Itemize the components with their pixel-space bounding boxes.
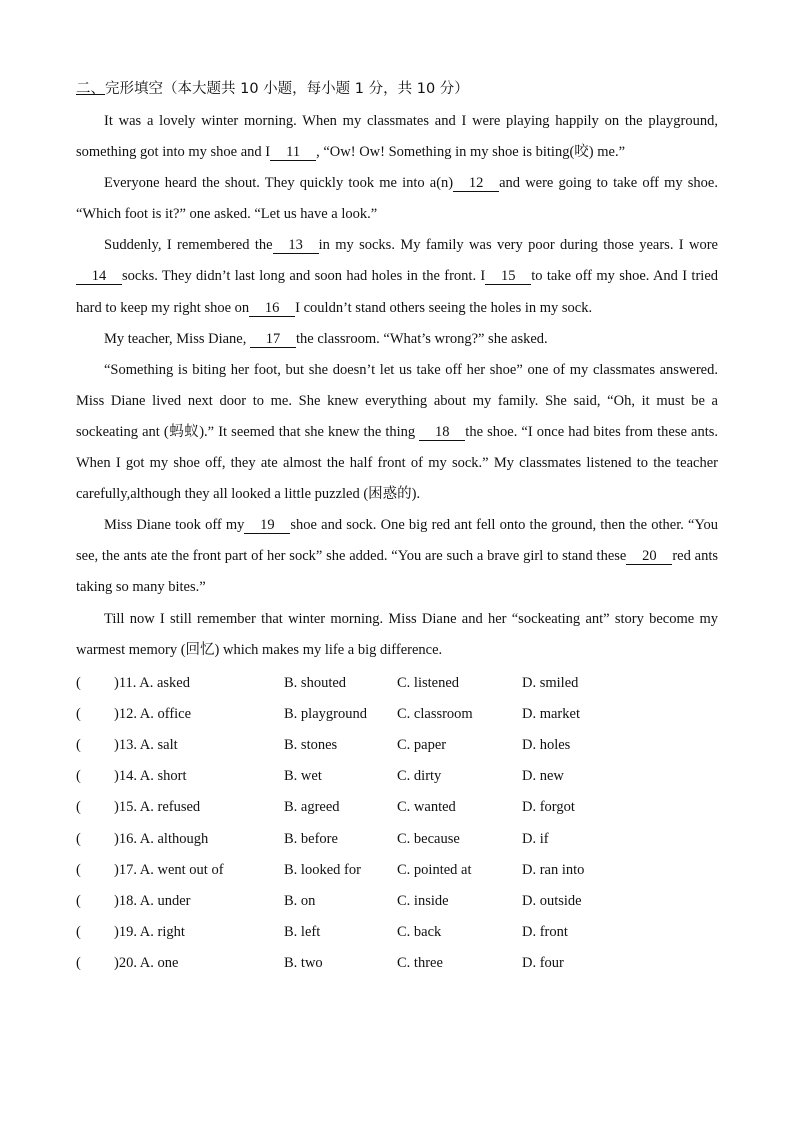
answer-paren[interactable]: ( bbox=[76, 955, 81, 972]
answer-paren[interactable]: ( bbox=[76, 705, 81, 722]
blank-18: 18 bbox=[419, 424, 465, 441]
answer-paren[interactable]: ( bbox=[76, 893, 81, 909]
option-d: D. market bbox=[522, 705, 580, 722]
option-d: D. new bbox=[522, 768, 564, 785]
blank-16: 16 bbox=[249, 300, 295, 317]
answer-paren[interactable]: ( bbox=[76, 861, 81, 878]
blank-13: 13 bbox=[273, 237, 319, 254]
option-c: C. back bbox=[397, 924, 442, 941]
option-row bbox=[76, 948, 718, 979]
passage-text: Till now I still remember that winter morning. Miss Diane and her “sockeating ant” story become my warmest memory (回忆) which makes my life a big difference. bbox=[76, 610, 718, 658]
option-a: )16. A. although bbox=[114, 830, 209, 847]
option-b: B. left bbox=[284, 924, 321, 941]
option-a: )12. A. office bbox=[114, 705, 192, 722]
option-d: D. front bbox=[522, 924, 568, 941]
passage-text: I couldn’t stand others seeing the holes in my sock. bbox=[295, 299, 593, 316]
passage-text: Everyone heard the shout. They quickly took me into a(n) bbox=[104, 175, 454, 192]
passage-text: It was a lovely winter morning. When my classmates and I were playing happily on the playground, something got into my shoe and I bbox=[76, 113, 718, 161]
option-row bbox=[76, 668, 718, 699]
option-c: C. paper bbox=[397, 737, 447, 754]
option-d: D. outside bbox=[522, 893, 582, 909]
passage-paragraph bbox=[76, 106, 718, 168]
option-row bbox=[76, 699, 718, 730]
answer-paren[interactable]: ( bbox=[76, 924, 81, 941]
option-row bbox=[76, 855, 718, 886]
passage-text: red ants taking so many bites.” bbox=[76, 548, 719, 596]
option-b: B. agreed bbox=[284, 799, 340, 816]
passage-text: in my socks. My family was very poor during those years. I wore bbox=[318, 237, 718, 254]
option-d: D. forgot bbox=[522, 799, 575, 816]
option-c: C. listened bbox=[397, 674, 460, 691]
option-d: D. smiled bbox=[522, 674, 579, 691]
section-heading: 完形填空（本大题共 10 小题，每小题 1 分，共 10 分） bbox=[105, 81, 469, 97]
option-b: B. playground bbox=[284, 705, 367, 722]
option-d: D. holes bbox=[522, 737, 571, 754]
section-title bbox=[76, 78, 718, 100]
option-row bbox=[76, 917, 718, 948]
cloze-section bbox=[76, 78, 718, 980]
option-d: D. ran into bbox=[522, 861, 585, 878]
answer-paren[interactable]: ( bbox=[76, 768, 81, 785]
option-a: )14. A. short bbox=[114, 768, 187, 785]
option-row bbox=[76, 730, 718, 761]
option-b: B. shouted bbox=[284, 674, 347, 691]
option-c: C. three bbox=[397, 955, 443, 972]
passage-text: Miss Diane took off my bbox=[104, 517, 245, 534]
passage-text: socks. They didn’t last long and soon had holes in the front. I bbox=[122, 268, 486, 285]
passage-text: shoe and sock. One big red ant fell onto the ground, then the other. “You see, the ants ate the front part of her sock” she added. “You are such a brave girl to stand these bbox=[76, 517, 718, 565]
answer-paren[interactable]: ( bbox=[76, 674, 81, 691]
passage-paragraph bbox=[76, 324, 718, 355]
option-row bbox=[76, 824, 718, 855]
passage-paragraph bbox=[76, 230, 718, 323]
blank-15: 15 bbox=[485, 268, 531, 285]
passage-paragraph bbox=[76, 510, 718, 603]
passage-text: the shoe. “I once had bites from these ants. When I got my shoe off, they ate almost the half front of my sock.” My classmates listened to the teacher carefully,although they all looked a little puzzled (困惑的). bbox=[76, 423, 718, 503]
option-c: C. pointed at bbox=[397, 861, 472, 878]
blank-14: 14 bbox=[76, 268, 122, 285]
option-a: )18. A. under bbox=[114, 893, 191, 909]
passage-text: “Something is biting her foot, but she doesn’t let us take off her shoe” one of my classmates answered. Miss Diane lived next door to me. She knew everything about my family. She said, “Oh, it must be a sockeating ant (蚂蚁).” It seemed that she knew the thing bbox=[76, 361, 718, 440]
passage-text: My teacher, Miss Diane, bbox=[104, 330, 250, 347]
option-b: B. wet bbox=[284, 768, 322, 785]
option-a: )15. A. refused bbox=[114, 799, 201, 816]
passage-text: and were going to take off my shoe. “Which foot is it?” one asked. “Let us have a look.” bbox=[76, 175, 718, 223]
section-number: 二、 bbox=[76, 81, 105, 97]
option-c: C. inside bbox=[397, 893, 449, 909]
blank-20: 20 bbox=[626, 548, 672, 565]
passage-paragraph bbox=[76, 355, 718, 510]
option-c: C. because bbox=[397, 830, 460, 847]
option-row bbox=[76, 761, 718, 792]
blank-19: 19 bbox=[244, 517, 290, 534]
answer-options bbox=[76, 668, 718, 980]
blank-17: 17 bbox=[250, 331, 296, 348]
option-b: B. on bbox=[284, 893, 316, 909]
option-d: D. if bbox=[522, 830, 549, 847]
option-d: D. four bbox=[522, 955, 564, 972]
passage-text: the classroom. “What’s wrong?” she asked. bbox=[296, 330, 548, 347]
passage-text: Suddenly, I remembered the bbox=[104, 237, 273, 254]
passage-paragraph bbox=[76, 168, 718, 230]
option-a: )19. A. right bbox=[114, 924, 185, 941]
blank-11: 11 bbox=[270, 144, 316, 161]
option-b: B. before bbox=[284, 830, 338, 847]
passage-paragraph bbox=[76, 604, 718, 666]
passage-text: to take off my shoe. And I tried hard to keep my right shoe on bbox=[76, 268, 718, 316]
option-b: B. stones bbox=[284, 737, 338, 754]
option-a: )13. A. salt bbox=[114, 737, 178, 754]
option-a: )17. A. went out of bbox=[114, 861, 224, 878]
blank-12: 12 bbox=[453, 175, 499, 192]
option-row bbox=[76, 792, 718, 823]
answer-paren[interactable]: ( bbox=[76, 799, 81, 816]
option-b: B. looked for bbox=[284, 861, 361, 878]
option-a: )11. A. asked bbox=[114, 674, 190, 691]
option-b: B. two bbox=[284, 955, 323, 972]
answer-paren[interactable]: ( bbox=[76, 830, 81, 847]
option-c: C. classroom bbox=[397, 705, 473, 722]
answer-paren[interactable]: ( bbox=[76, 737, 81, 754]
option-a: )20. A. one bbox=[114, 955, 179, 972]
cloze-passage bbox=[76, 106, 718, 666]
option-c: C. dirty bbox=[397, 768, 442, 785]
option-row bbox=[76, 886, 718, 917]
passage-text: , “Ow! Ow! Something in my shoe is biting(咬) me.” bbox=[316, 144, 626, 161]
option-c: C. wanted bbox=[397, 799, 456, 816]
